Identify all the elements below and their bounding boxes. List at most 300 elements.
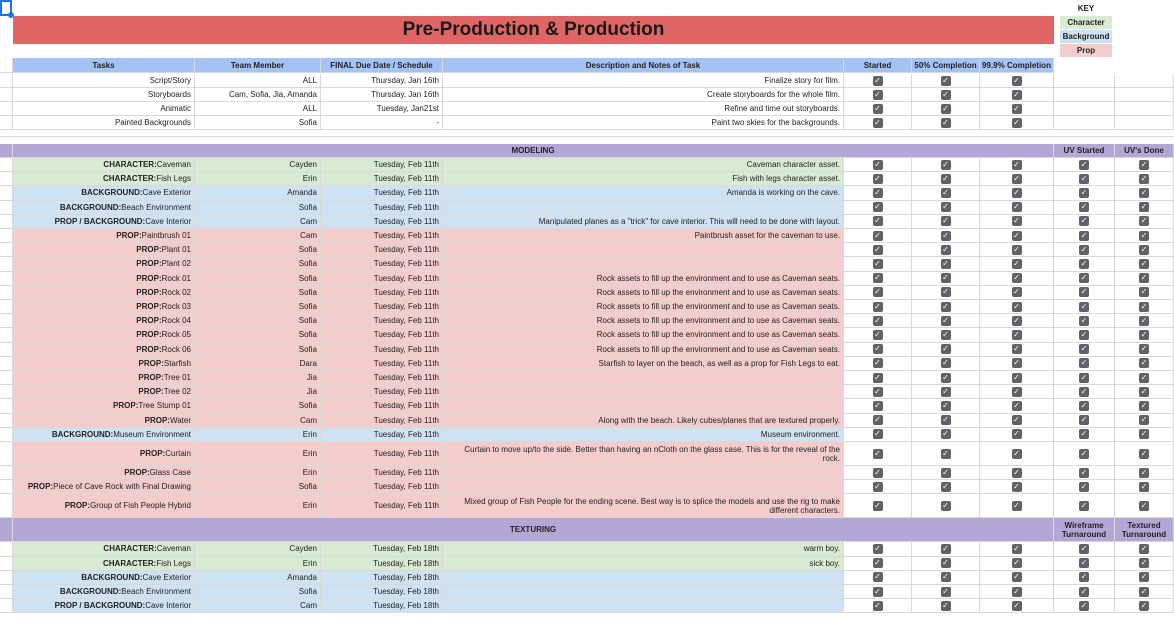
- check-cell[interactable]: [980, 300, 1054, 314]
- check-cell[interactable]: [912, 442, 980, 466]
- task-cell[interactable]: [13, 158, 195, 172]
- checkbox-checked-icon[interactable]: ✓: [1080, 159, 1088, 169]
- check-cell[interactable]: [912, 343, 980, 357]
- checkbox-checked-icon[interactable]: ✓: [1013, 586, 1020, 596]
- check-cell[interactable]: [844, 272, 912, 286]
- member-cell[interactable]: Erin: [195, 428, 321, 442]
- check-cell[interactable]: [980, 201, 1054, 215]
- check-cell[interactable]: [844, 300, 912, 314]
- checkbox-checked-icon[interactable]: ✓: [1140, 173, 1148, 183]
- check-cell[interactable]: [1115, 442, 1174, 466]
- check-cell[interactable]: [1115, 243, 1174, 257]
- check-cell[interactable]: [844, 343, 912, 357]
- check-cell[interactable]: [1054, 314, 1115, 328]
- task-cell[interactable]: [13, 399, 195, 413]
- row-gutter[interactable]: [0, 257, 13, 271]
- check-cell[interactable]: [1054, 480, 1115, 494]
- checkbox-checked-icon[interactable]: ✓: [942, 89, 949, 99]
- checkbox-checked-icon[interactable]: ✓: [942, 372, 949, 382]
- member-cell[interactable]: Erin: [195, 172, 321, 186]
- row-gutter[interactable]: [0, 286, 13, 300]
- check-cell[interactable]: [980, 466, 1054, 480]
- check-cell[interactable]: [980, 585, 1054, 599]
- section-extra-header[interactable]: Wireframe Turnaround: [1054, 518, 1115, 542]
- header-started[interactable]: Started: [844, 58, 912, 73]
- checkbox-checked-icon[interactable]: ✓: [874, 202, 881, 212]
- desc-cell[interactable]: [443, 399, 844, 413]
- desc-cell[interactable]: [443, 585, 844, 599]
- checkbox-checked-icon[interactable]: ✓: [1013, 429, 1020, 439]
- checkbox-checked-icon[interactable]: ✓: [1140, 481, 1148, 491]
- check-cell[interactable]: [980, 116, 1054, 130]
- checkbox-checked-icon[interactable]: ✓: [1013, 216, 1020, 226]
- checkbox-checked-icon[interactable]: ✓: [1013, 315, 1020, 325]
- row-gutter[interactable]: [0, 357, 13, 371]
- check-cell[interactable]: [912, 557, 980, 571]
- task-cell[interactable]: [13, 494, 195, 518]
- task-cell[interactable]: [13, 428, 195, 442]
- checkbox-checked-icon[interactable]: ✓: [1140, 315, 1148, 325]
- member-cell[interactable]: Cayden: [195, 542, 321, 556]
- check-cell[interactable]: [1115, 371, 1174, 385]
- check-cell[interactable]: [1115, 542, 1174, 556]
- checkbox-checked-icon[interactable]: ✓: [1013, 202, 1020, 212]
- check-cell[interactable]: [844, 328, 912, 342]
- check-cell[interactable]: [844, 74, 912, 88]
- due-cell[interactable]: Thursday, Jan 16th: [321, 74, 443, 88]
- checkbox-checked-icon[interactable]: ✓: [1013, 230, 1020, 240]
- checkbox-checked-icon[interactable]: ✓: [1013, 500, 1020, 510]
- checkbox-checked-icon[interactable]: ✓: [942, 315, 949, 325]
- checkbox-checked-icon[interactable]: ✓: [1013, 386, 1020, 396]
- check-cell[interactable]: [912, 385, 980, 399]
- checkbox-checked-icon[interactable]: ✓: [1140, 287, 1148, 297]
- task-cell[interactable]: Painted Backgrounds: [13, 116, 195, 130]
- check-cell[interactable]: [980, 243, 1054, 257]
- checkbox-checked-icon[interactable]: ✓: [1013, 344, 1020, 354]
- check-cell[interactable]: [1115, 357, 1174, 371]
- checkbox-checked-icon[interactable]: ✓: [942, 75, 949, 85]
- check-cell[interactable]: [844, 542, 912, 556]
- desc-cell[interactable]: Rock assets to fill up the environment and to use as Caveman seats.: [443, 328, 844, 342]
- empty-cell[interactable]: [1115, 102, 1174, 116]
- checkbox-checked-icon[interactable]: ✓: [1080, 273, 1088, 283]
- due-cell[interactable]: Tuesday, Feb 11th: [321, 314, 443, 328]
- checkbox-checked-icon[interactable]: ✓: [1080, 400, 1088, 410]
- checkbox-checked-icon[interactable]: ✓: [1080, 258, 1088, 268]
- check-cell[interactable]: [980, 494, 1054, 518]
- check-cell[interactable]: [980, 557, 1054, 571]
- checkbox-checked-icon[interactable]: ✓: [1140, 372, 1148, 382]
- check-cell[interactable]: [1115, 201, 1174, 215]
- due-cell[interactable]: Tuesday, Feb 11th: [321, 186, 443, 200]
- checkbox-checked-icon[interactable]: ✓: [1080, 415, 1088, 425]
- check-cell[interactable]: [1054, 158, 1115, 172]
- row-gutter[interactable]: [0, 172, 13, 186]
- checkbox-checked-icon[interactable]: ✓: [1013, 400, 1020, 410]
- checkbox-checked-icon[interactable]: ✓: [874, 400, 881, 410]
- check-cell[interactable]: [912, 272, 980, 286]
- check-cell[interactable]: [980, 399, 1054, 413]
- row-gutter[interactable]: [0, 494, 13, 518]
- checkbox-checked-icon[interactable]: ✓: [1013, 448, 1020, 458]
- check-cell[interactable]: [912, 102, 980, 116]
- desc-cell[interactable]: Museum environment.: [443, 428, 844, 442]
- checkbox-checked-icon[interactable]: ✓: [1013, 600, 1020, 610]
- due-cell[interactable]: Tuesday, Feb 11th: [321, 215, 443, 229]
- check-cell[interactable]: [912, 585, 980, 599]
- check-cell[interactable]: [844, 201, 912, 215]
- row-gutter[interactable]: [0, 399, 13, 413]
- check-cell[interactable]: [844, 399, 912, 413]
- checkbox-checked-icon[interactable]: ✓: [1140, 216, 1148, 226]
- checkbox-checked-icon[interactable]: ✓: [1140, 429, 1148, 439]
- row-gutter[interactable]: [0, 102, 13, 116]
- due-cell[interactable]: Tuesday, Feb 11th: [321, 414, 443, 428]
- due-cell[interactable]: Tuesday, Feb 11th: [321, 158, 443, 172]
- member-cell[interactable]: Sofia: [195, 272, 321, 286]
- check-cell[interactable]: [912, 286, 980, 300]
- checkbox-checked-icon[interactable]: ✓: [874, 448, 881, 458]
- check-cell[interactable]: [844, 371, 912, 385]
- checkbox-checked-icon[interactable]: ✓: [1080, 429, 1088, 439]
- row-gutter[interactable]: [0, 300, 13, 314]
- check-cell[interactable]: [980, 74, 1054, 88]
- desc-cell[interactable]: Paintbrush asset for the caveman to use.: [443, 229, 844, 243]
- checkbox-checked-icon[interactable]: ✓: [1080, 344, 1088, 354]
- due-cell[interactable]: Tuesday, Feb 18th: [321, 557, 443, 571]
- checkbox-checked-icon[interactable]: ✓: [874, 467, 881, 477]
- checkbox-checked-icon[interactable]: ✓: [942, 415, 949, 425]
- due-cell[interactable]: Tuesday, Feb 11th: [321, 300, 443, 314]
- header-team[interactable]: Team Member: [195, 58, 321, 73]
- check-cell[interactable]: [980, 158, 1054, 172]
- member-cell[interactable]: Amanda: [195, 186, 321, 200]
- row-gutter[interactable]: [0, 272, 13, 286]
- checkbox-checked-icon[interactable]: ✓: [942, 467, 949, 477]
- checkbox-checked-icon[interactable]: ✓: [942, 448, 949, 458]
- checkbox-checked-icon[interactable]: ✓: [1140, 358, 1148, 368]
- checkbox-checked-icon[interactable]: ✓: [874, 301, 881, 311]
- member-cell[interactable]: Sofia: [195, 201, 321, 215]
- check-cell[interactable]: [1115, 286, 1174, 300]
- checkbox-checked-icon[interactable]: ✓: [1140, 202, 1148, 212]
- check-cell[interactable]: [844, 186, 912, 200]
- member-cell[interactable]: ALL: [195, 102, 321, 116]
- due-cell[interactable]: -: [321, 116, 443, 130]
- check-cell[interactable]: [1054, 399, 1115, 413]
- checkbox-checked-icon[interactable]: ✓: [942, 301, 949, 311]
- row-gutter[interactable]: [0, 414, 13, 428]
- check-cell[interactable]: [844, 442, 912, 466]
- checkbox-checked-icon[interactable]: ✓: [874, 230, 881, 240]
- checkbox-checked-icon[interactable]: ✓: [874, 572, 881, 582]
- due-cell[interactable]: Tuesday, Feb 11th: [321, 229, 443, 243]
- checkbox-checked-icon[interactable]: ✓: [1013, 543, 1020, 553]
- task-cell[interactable]: [13, 557, 195, 571]
- header-due[interactable]: FINAL Due Date / Schedule: [321, 58, 443, 73]
- member-cell[interactable]: Sofia: [195, 480, 321, 494]
- header-done[interactable]: 99.9% Completion: [980, 58, 1054, 73]
- due-cell[interactable]: Tuesday, Feb 11th: [321, 328, 443, 342]
- row-gutter[interactable]: [0, 314, 13, 328]
- section-extra-header[interactable]: UV's Done: [1115, 144, 1174, 158]
- check-cell[interactable]: [1115, 300, 1174, 314]
- row-gutter[interactable]: [0, 158, 13, 172]
- checkbox-checked-icon[interactable]: ✓: [942, 358, 949, 368]
- check-cell[interactable]: [844, 102, 912, 116]
- check-cell[interactable]: [912, 243, 980, 257]
- desc-cell[interactable]: Finalize story for film.: [443, 74, 844, 88]
- task-cell[interactable]: [13, 314, 195, 328]
- check-cell[interactable]: [844, 414, 912, 428]
- task-cell[interactable]: [13, 286, 195, 300]
- due-cell[interactable]: Tuesday, Feb 11th: [321, 480, 443, 494]
- check-cell[interactable]: [1054, 557, 1115, 571]
- checkbox-checked-icon[interactable]: ✓: [1080, 448, 1088, 458]
- member-cell[interactable]: Sofia: [195, 585, 321, 599]
- checkbox-checked-icon[interactable]: ✓: [874, 159, 881, 169]
- check-cell[interactable]: [844, 557, 912, 571]
- due-cell[interactable]: Tuesday, Feb 11th: [321, 385, 443, 399]
- due-cell[interactable]: Tuesday, Feb 11th: [321, 257, 443, 271]
- row-gutter[interactable]: [0, 229, 13, 243]
- section-title[interactable]: MODELING: [13, 144, 1054, 158]
- checkbox-checked-icon[interactable]: ✓: [1013, 273, 1020, 283]
- checkbox-checked-icon[interactable]: ✓: [874, 258, 881, 268]
- desc-cell[interactable]: Rock assets to fill up the environment and to use as Caveman seats.: [443, 300, 844, 314]
- desc-cell[interactable]: [443, 466, 844, 480]
- check-cell[interactable]: [1115, 343, 1174, 357]
- due-cell[interactable]: Tuesday, Feb 11th: [321, 494, 443, 518]
- checkbox-checked-icon[interactable]: ✓: [1013, 329, 1020, 339]
- check-cell[interactable]: [912, 116, 980, 130]
- check-cell[interactable]: [844, 88, 912, 102]
- checkbox-checked-icon[interactable]: ✓: [1140, 273, 1148, 283]
- checkbox-checked-icon[interactable]: ✓: [942, 244, 949, 254]
- member-cell[interactable]: Cam, Sofia, Jia, Amanda: [195, 88, 321, 102]
- check-cell[interactable]: [912, 229, 980, 243]
- check-cell[interactable]: [844, 428, 912, 442]
- checkbox-checked-icon[interactable]: ✓: [1140, 230, 1148, 240]
- check-cell[interactable]: [980, 186, 1054, 200]
- row-gutter[interactable]: [0, 542, 13, 556]
- check-cell[interactable]: [1115, 557, 1174, 571]
- desc-cell[interactable]: [443, 243, 844, 257]
- check-cell[interactable]: [844, 257, 912, 271]
- row-gutter[interactable]: [0, 201, 13, 215]
- check-cell[interactable]: [912, 371, 980, 385]
- check-cell[interactable]: [912, 88, 980, 102]
- header-tasks[interactable]: Tasks: [13, 58, 195, 73]
- checkbox-checked-icon[interactable]: ✓: [1013, 258, 1020, 268]
- check-cell[interactable]: [912, 414, 980, 428]
- checkbox-checked-icon[interactable]: ✓: [1140, 586, 1148, 596]
- due-cell[interactable]: Tuesday, Feb 18th: [321, 585, 443, 599]
- row-gutter[interactable]: [0, 518, 13, 542]
- check-cell[interactable]: [980, 414, 1054, 428]
- desc-cell[interactable]: [443, 480, 844, 494]
- check-cell[interactable]: [980, 357, 1054, 371]
- checkbox-checked-icon[interactable]: ✓: [942, 117, 949, 127]
- check-cell[interactable]: [912, 74, 980, 88]
- check-cell[interactable]: [912, 186, 980, 200]
- row-gutter[interactable]: [0, 385, 13, 399]
- checkbox-checked-icon[interactable]: ✓: [874, 287, 881, 297]
- desc-cell[interactable]: Paint two skies for the backgrounds.: [443, 116, 844, 130]
- checkbox-checked-icon[interactable]: ✓: [1080, 500, 1088, 510]
- check-cell[interactable]: [844, 158, 912, 172]
- check-cell[interactable]: [1115, 414, 1174, 428]
- check-cell[interactable]: [1054, 442, 1115, 466]
- check-cell[interactable]: [844, 116, 912, 130]
- member-cell[interactable]: Sofia: [195, 257, 321, 271]
- task-cell[interactable]: [13, 215, 195, 229]
- check-cell[interactable]: [980, 385, 1054, 399]
- checkbox-checked-icon[interactable]: ✓: [1080, 301, 1088, 311]
- due-cell[interactable]: Tuesday, Feb 11th: [321, 343, 443, 357]
- checkbox-checked-icon[interactable]: ✓: [1080, 230, 1088, 240]
- checkbox-checked-icon[interactable]: ✓: [1080, 202, 1088, 212]
- section-extra-header[interactable]: Textured Turnaround: [1115, 518, 1174, 542]
- checkbox-checked-icon[interactable]: ✓: [874, 386, 881, 396]
- checkbox-checked-icon[interactable]: ✓: [1080, 467, 1088, 477]
- checkbox-checked-icon[interactable]: ✓: [1140, 448, 1148, 458]
- check-cell[interactable]: [844, 480, 912, 494]
- checkbox-checked-icon[interactable]: ✓: [1080, 572, 1088, 582]
- checkbox-checked-icon[interactable]: ✓: [874, 103, 881, 113]
- check-cell[interactable]: [1054, 466, 1115, 480]
- member-cell[interactable]: Jia: [195, 385, 321, 399]
- check-cell[interactable]: [1054, 272, 1115, 286]
- check-cell[interactable]: [912, 300, 980, 314]
- desc-cell[interactable]: [443, 201, 844, 215]
- checkbox-checked-icon[interactable]: ✓: [1140, 386, 1148, 396]
- check-cell[interactable]: [844, 494, 912, 518]
- checkbox-checked-icon[interactable]: ✓: [874, 273, 881, 283]
- checkbox-checked-icon[interactable]: ✓: [1013, 287, 1020, 297]
- due-cell[interactable]: Tuesday, Feb 11th: [321, 286, 443, 300]
- check-cell[interactable]: [1115, 229, 1174, 243]
- desc-cell[interactable]: Curtain to move up/to the side. Better than having an nCloth on the glass case. This is for the reveal of the rock.: [443, 442, 844, 466]
- checkbox-checked-icon[interactable]: ✓: [874, 344, 881, 354]
- due-cell[interactable]: Thursday, Jan 16th: [321, 88, 443, 102]
- checkbox-checked-icon[interactable]: ✓: [874, 586, 881, 596]
- member-cell[interactable]: Cam: [195, 229, 321, 243]
- check-cell[interactable]: [1115, 494, 1174, 518]
- check-cell[interactable]: [980, 102, 1054, 116]
- desc-cell[interactable]: sick boy.: [443, 557, 844, 571]
- member-cell[interactable]: Sofia: [195, 399, 321, 413]
- check-cell[interactable]: [1054, 571, 1115, 585]
- task-cell[interactable]: [13, 201, 195, 215]
- checkbox-checked-icon[interactable]: ✓: [874, 173, 881, 183]
- check-cell[interactable]: [1054, 257, 1115, 271]
- check-cell[interactable]: [844, 314, 912, 328]
- checkbox-checked-icon[interactable]: ✓: [1140, 344, 1148, 354]
- due-cell[interactable]: Tuesday, Feb 11th: [321, 466, 443, 480]
- checkbox-checked-icon[interactable]: ✓: [874, 75, 881, 85]
- page-title[interactable]: Pre-Production & Production: [13, 16, 1054, 44]
- member-cell[interactable]: Sofia: [195, 328, 321, 342]
- checkbox-checked-icon[interactable]: ✓: [1140, 400, 1148, 410]
- check-cell[interactable]: [912, 466, 980, 480]
- task-cell[interactable]: [13, 257, 195, 271]
- check-cell[interactable]: [912, 571, 980, 585]
- checkbox-checked-icon[interactable]: ✓: [1013, 75, 1020, 85]
- checkbox-checked-icon[interactable]: ✓: [874, 89, 881, 99]
- checkbox-checked-icon[interactable]: ✓: [1013, 558, 1020, 568]
- header-desc[interactable]: Description and Notes of Task: [443, 58, 844, 73]
- checkbox-checked-icon[interactable]: ✓: [874, 372, 881, 382]
- check-cell[interactable]: [1054, 172, 1115, 186]
- check-cell[interactable]: [1115, 385, 1174, 399]
- checkbox-checked-icon[interactable]: ✓: [942, 543, 949, 553]
- check-cell[interactable]: [1115, 428, 1174, 442]
- check-cell[interactable]: [844, 585, 912, 599]
- due-cell[interactable]: Tuesday, Feb 11th: [321, 201, 443, 215]
- checkbox-checked-icon[interactable]: ✓: [1080, 358, 1088, 368]
- checkbox-checked-icon[interactable]: ✓: [1080, 558, 1088, 568]
- check-cell[interactable]: [980, 229, 1054, 243]
- desc-cell[interactable]: Amanda is working on the cave.: [443, 186, 844, 200]
- checkbox-checked-icon[interactable]: ✓: [1080, 329, 1088, 339]
- check-cell[interactable]: [1054, 599, 1115, 613]
- check-cell[interactable]: [980, 480, 1054, 494]
- checkbox-checked-icon[interactable]: ✓: [942, 287, 949, 297]
- checkbox-checked-icon[interactable]: ✓: [942, 344, 949, 354]
- empty-cell[interactable]: [1115, 74, 1174, 88]
- checkbox-checked-icon[interactable]: ✓: [874, 244, 881, 254]
- checkbox-checked-icon[interactable]: ✓: [874, 329, 881, 339]
- check-cell[interactable]: [912, 158, 980, 172]
- row-gutter[interactable]: [0, 371, 13, 385]
- member-cell[interactable]: Cam: [195, 599, 321, 613]
- check-cell[interactable]: [912, 357, 980, 371]
- desc-cell[interactable]: Rock assets to fill up the environment and to use as Caveman seats.: [443, 286, 844, 300]
- checkbox-checked-icon[interactable]: ✓: [942, 258, 949, 268]
- checkbox-checked-icon[interactable]: ✓: [1080, 287, 1088, 297]
- check-cell[interactable]: [1115, 158, 1174, 172]
- check-cell[interactable]: [1115, 172, 1174, 186]
- task-cell[interactable]: [13, 585, 195, 599]
- check-cell[interactable]: [1054, 494, 1115, 518]
- task-cell[interactable]: Storyboards: [13, 88, 195, 102]
- check-cell[interactable]: [980, 599, 1054, 613]
- desc-cell[interactable]: Caveman character asset.: [443, 158, 844, 172]
- check-cell[interactable]: [912, 314, 980, 328]
- checkbox-checked-icon[interactable]: ✓: [1140, 558, 1148, 568]
- check-cell[interactable]: [844, 385, 912, 399]
- checkbox-checked-icon[interactable]: ✓: [942, 273, 949, 283]
- checkbox-checked-icon[interactable]: ✓: [874, 543, 881, 553]
- member-cell[interactable]: Erin: [195, 557, 321, 571]
- check-cell[interactable]: [980, 286, 1054, 300]
- task-cell[interactable]: [13, 300, 195, 314]
- row-gutter[interactable]: [0, 585, 13, 599]
- checkbox-checked-icon[interactable]: ✓: [942, 600, 949, 610]
- checkbox-checked-icon[interactable]: ✓: [1140, 572, 1148, 582]
- checkbox-checked-icon[interactable]: ✓: [874, 600, 881, 610]
- checkbox-checked-icon[interactable]: ✓: [874, 216, 881, 226]
- checkbox-checked-icon[interactable]: ✓: [1080, 586, 1088, 596]
- checkbox-checked-icon[interactable]: ✓: [1140, 415, 1148, 425]
- checkbox-checked-icon[interactable]: ✓: [1140, 258, 1148, 268]
- task-cell[interactable]: [13, 599, 195, 613]
- check-cell[interactable]: [844, 172, 912, 186]
- due-cell[interactable]: Tuesday, Feb 11th: [321, 442, 443, 466]
- check-cell[interactable]: [1054, 343, 1115, 357]
